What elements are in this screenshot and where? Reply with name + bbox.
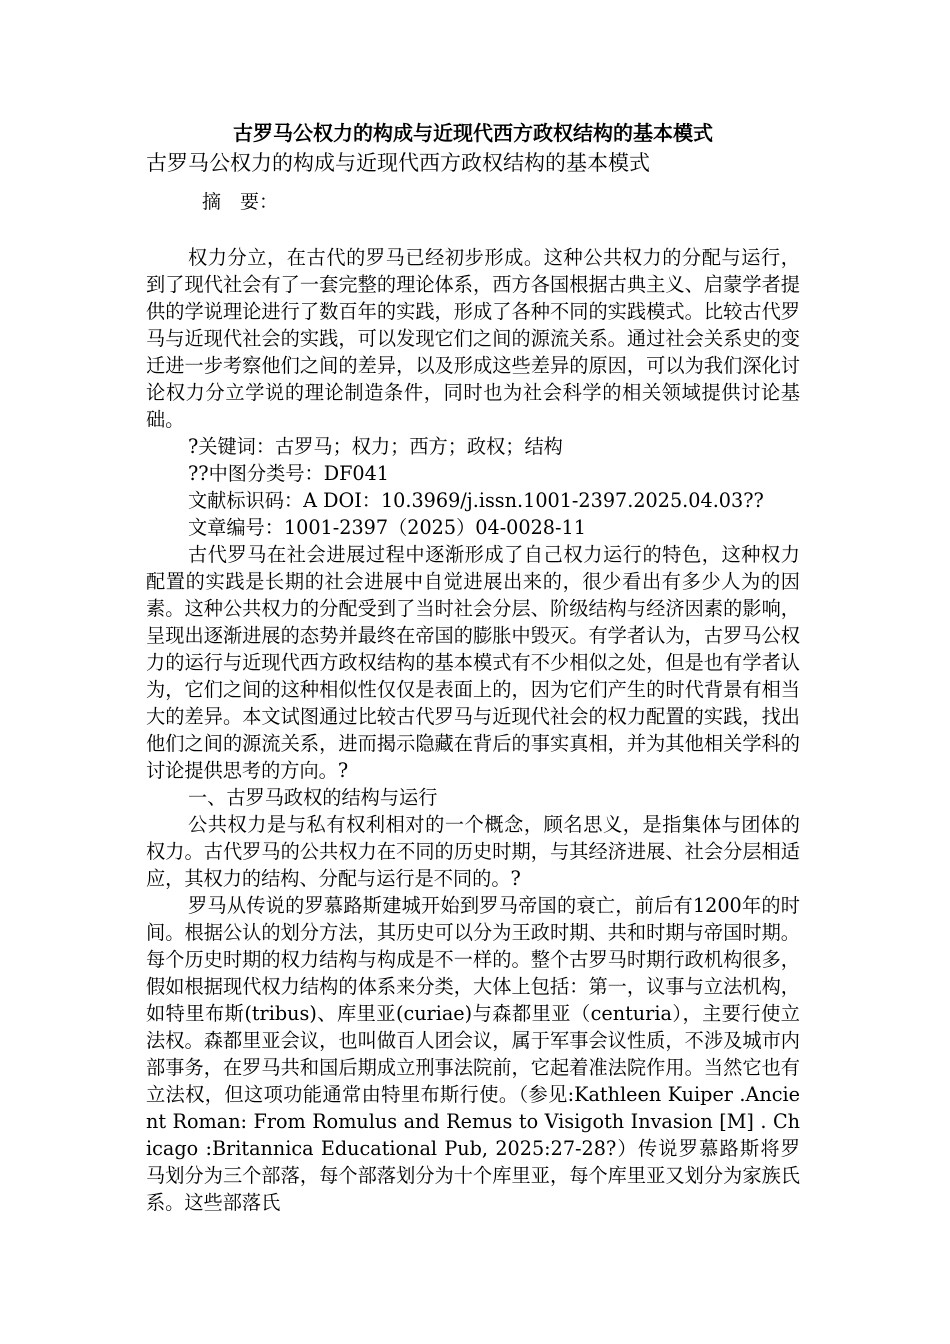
classification-line: ??中图分类号：DF041 xyxy=(188,462,390,485)
document-title: 古罗马公权力的构成与近现代西方政权结构的基本模式 xyxy=(233,121,713,145)
article-number-line: 文章编号：1001-2397（2025）04-0028-11 xyxy=(188,516,586,539)
abstract-label: 摘 要： xyxy=(202,191,279,213)
section-heading: 一、古罗马政权的结构与运行 xyxy=(188,786,438,809)
document-page xyxy=(146,118,800,1216)
section-paragraph: 罗马从传说的罗慕路斯建城开始到罗马帝国的衰亡，前后有1200年的时间。根据公认的划分方法，其历史可以分为王政时期、共和时期与帝国时期。每个历史时期的权力结构与构成是不一样的。整个古罗马时期行政机构很多，假如根据现代权力结构的体系来分类，大体上包括：第一，议事与立法机构，如特里布斯(tribus)、库里亚(curiae)与森都里亚（centuria），主要行使立法权。森都里亚会议，也叫做百人团会议，属于军事会议性质，不涉及城市内部事务，在罗马共和国后期成立刑事法院前，它起着准法院作用。当然它也有立法权，但这项功能通常由特里布斯行使。（参见:Kathleen Kuiper .Ancient Roman: From Romulus and Remus to Visigoth Invasion [M] . Chicago :Britannica Educational Pub, 2025:27-28?）传说罗慕路斯将罗马划分为三个部落，每个部落划分为十个库里亚，每个库里亚又划分为家族氏系。这些部落氏 xyxy=(146,894,800,1214)
document-subtitle: 古罗马公权力的构成与近现代西方政权结构的基本模式 xyxy=(146,151,650,175)
section-paragraph: 公共权力是与私有权利相对的一个概念，顾名思义，是指集体与团体的权力。古代罗马的公共权力在不同的历史时期，与其经济进展、社会分层相适应，其权力的结构、分配与运行是不同的。? xyxy=(146,813,800,890)
doc-id-line: 文献标识码：A DOI：10.3969/j.issn.1001-2397.2025.04.03?? xyxy=(188,489,764,512)
keywords-line: ?关键词：古罗马；权力；西方；政权；结构 xyxy=(188,435,563,458)
intro-paragraph: 古代罗马在社会进展过程中逐渐形成了自己权力运行的特色，这种权力配置的实践是长期的社会进展中自觉进展出来的，很少看出有多少人为的因素。这种公共权力的分配受到了当时社会分层、阶级结构与经济因素的影响，呈现出逐渐进展的态势并最终在帝国的膨胀中毁灭。有学者认为，古罗马公权力的运行与近现代西方政权结构的基本模式有不少相似之处，但是也有学者认为，它们之间的这种相似性仅仅是表面上的，因为它们产生的时代背景有相当大的差异。本文试图通过比较古代罗马与近现代社会的权力配置的实践，找出他们之间的源流关系，进而揭示隐藏在背后的事实真相，并为其他相关学科的讨论提供思考的方向。? xyxy=(146,543,800,782)
abstract-paragraph: 权力分立，在古代的罗马已经初步形成。这种公共权力的分配与运行，到了现代社会有了一套完整的理论体系，西方各国根据古典主义、启蒙学者提供的学说理论进行了数百年的实践，形成了各种不同的实践模式。比较古代罗马与近现代社会的实践，可以发现它们之间的源流关系。通过社会关系史的变迁进一步考察他们之间的差异，以及形成这些差异的原因，可以为我们深化讨论权力分立学说的理论制造条件，同时也为社会科学的相关领域提供讨论基础。 xyxy=(146,246,800,431)
